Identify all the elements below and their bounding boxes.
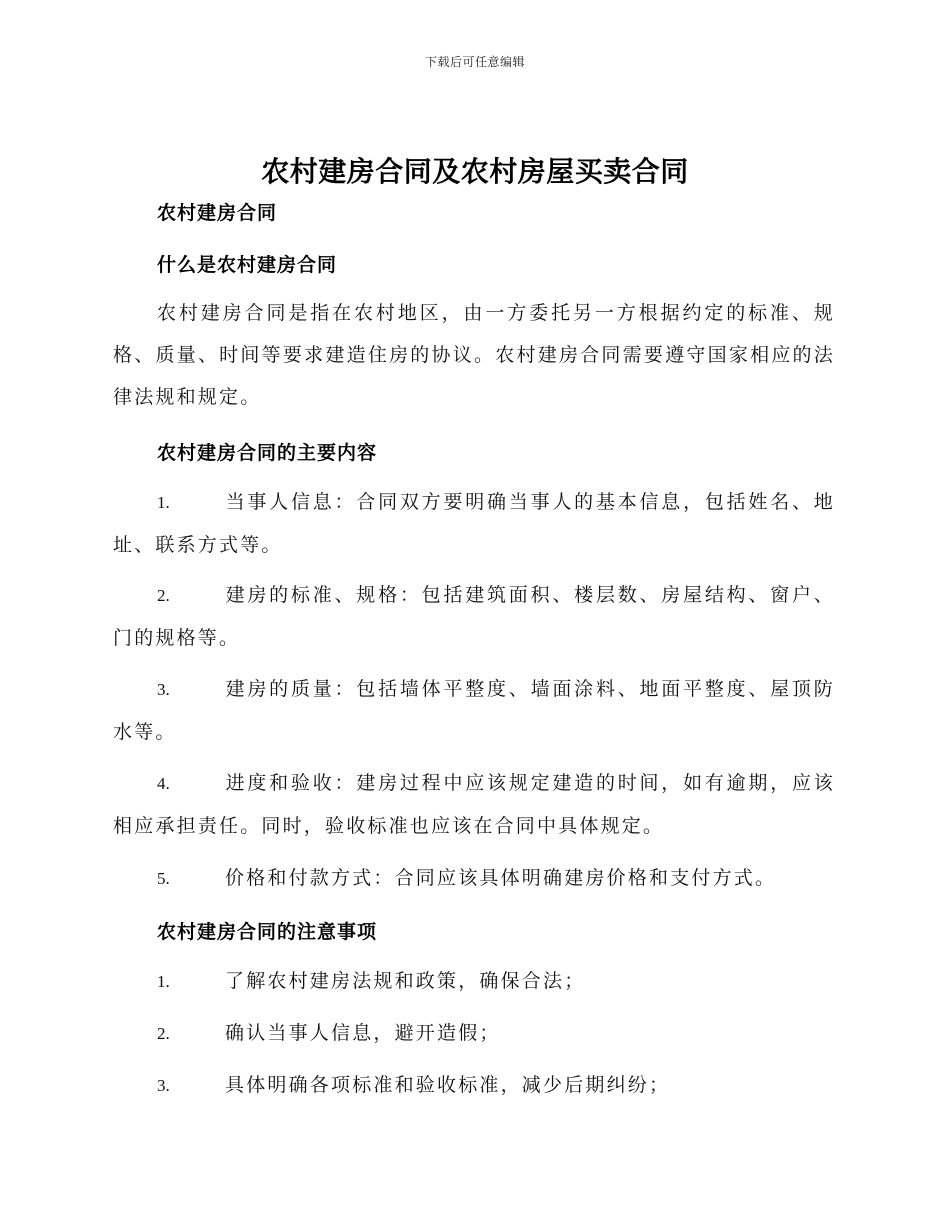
header-note: 下载后可任意编辑: [424, 55, 525, 69]
list-item-number: 5.: [157, 869, 170, 888]
list-item-number: 3.: [157, 680, 170, 699]
section-heading-what-is: 什么是农村建房合同: [157, 254, 338, 276]
list-item: [113, 574, 835, 659]
section-heading-notes: 农村建房合同的注意事项: [157, 921, 378, 943]
list-item-text: 建房的质量：包括墙体平整度、墙面涂料、地面平整度、屋顶防水等。: [113, 678, 835, 743]
list-item-text: 价格和付款方式：合同应该具体明确建房价格和支付方式。: [225, 867, 777, 889]
list-item-text: 了解农村建房法规和政策，确保合法；: [225, 970, 586, 992]
list-item: [113, 960, 835, 1003]
list-item-number: 1.: [157, 493, 170, 512]
list-item: [113, 481, 835, 566]
list-item-text: 建房的标准、规格：包括建筑面积、楼层数、房屋结构、窗户、门的规格等。: [113, 584, 835, 649]
list-item: [113, 668, 835, 753]
list-item-number: 2.: [157, 586, 170, 605]
intro-paragraph: 农村建房合同是指在农村地区，由一方委托另一方根据约定的标准、规格、质量、时间等要求建造住房的协议。农村建房合同需要遵守国家相应的法律法规和规定。: [113, 302, 835, 408]
list-item-text: 确认当事人信息，避开造假；: [225, 1022, 501, 1044]
list-item-text: 进度和验收：建房过程中应该规定建造的时间，如有逾期，应该相应承担责任。同时，验收标准也应该在合同中具体规定。: [113, 772, 835, 837]
section-heading-contract: 农村建房合同: [157, 202, 278, 224]
section-heading-main-content: 农村建房合同的主要内容: [157, 442, 378, 464]
list-item-number: 2.: [157, 1024, 170, 1043]
list-item: [113, 1064, 835, 1107]
list-item-number: 1.: [157, 972, 170, 991]
document-title: 农村建房合同及农村房屋买卖合同: [261, 155, 689, 188]
list-item: [113, 1012, 835, 1055]
list-item-text: 具体明确各项标准和验收标准，减少后期纠纷；: [225, 1074, 671, 1096]
list-item-number: 4.: [157, 774, 170, 793]
list-item-number: 3.: [157, 1076, 170, 1095]
list-item: [113, 857, 835, 900]
list-item-text: 当事人信息：合同双方要明确当事人的基本信息，包括姓名、地址、联系方式等。: [113, 491, 835, 556]
list-item: [113, 762, 835, 847]
